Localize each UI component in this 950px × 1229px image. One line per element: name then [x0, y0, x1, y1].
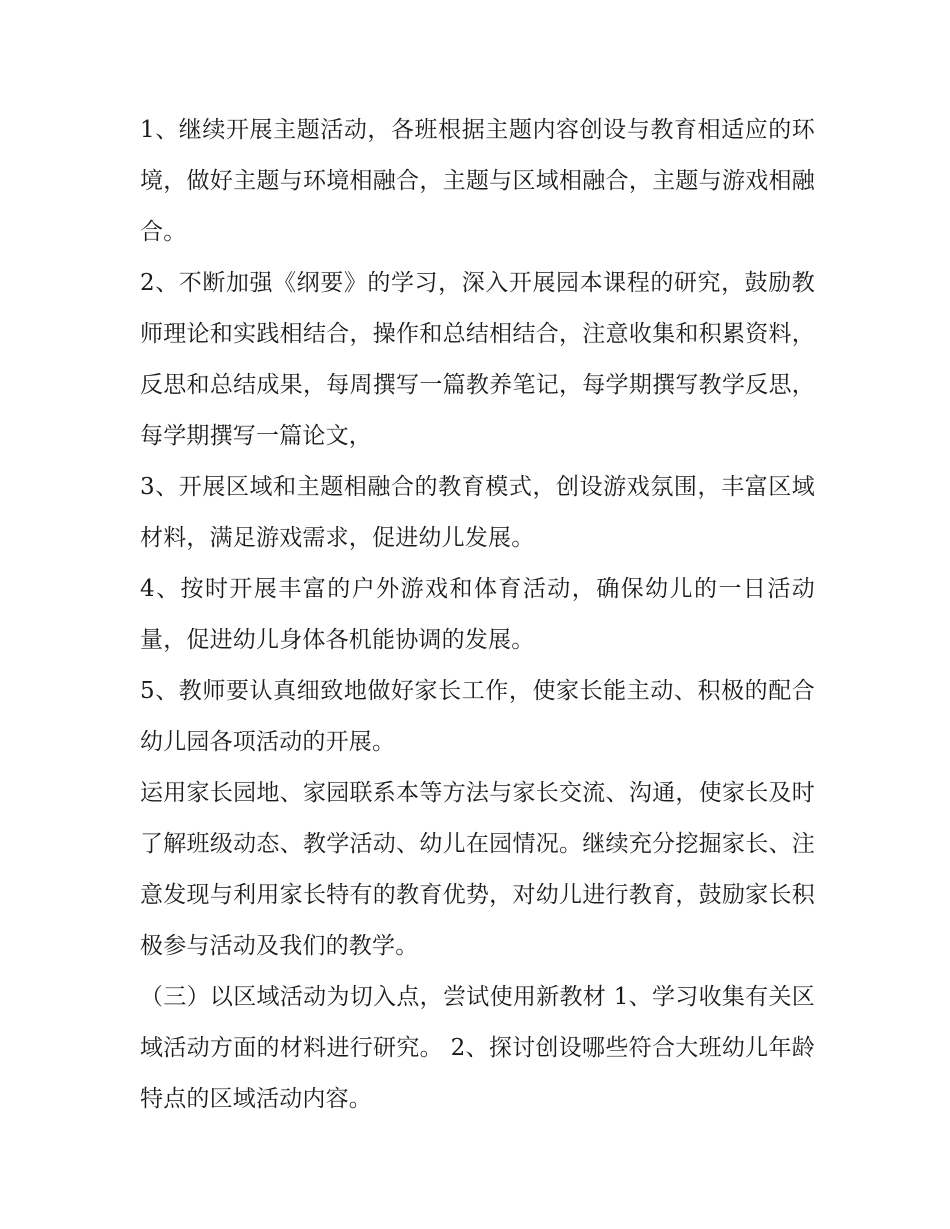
paragraph-section-three: （三）以区域活动为切入点，尝试使用新教材 1、学习收集有关区域活动方面的材料进行研究。 2、探讨创设哪些符合大班幼儿年龄特点的区域活动内容。 [140, 984, 815, 1112]
paragraph-item-1: 1、继续开展主题活动，各班根据主题内容创设与教育相适应的环境，做好主题与环境相融合，主题与区域相融合，主题与游戏相融合。 [140, 117, 815, 245]
paragraph-item-5: 5、教师要认真细致地做好家长工作，使家长能主动、积极的配合幼儿园各项活动的开展。 [140, 678, 815, 755]
paragraph-item-3: 3、开展区域和主题相融合的教育模式，创设游戏氛围，丰富区域材料，满足游戏需求，促进幼儿发展。 [140, 474, 815, 551]
paragraph-parent-communication: 运用家长园地、家园联系本等方法与家长交流、沟通，使家长及时了解班级动态、教学活动、幼儿在园情况。继续充分挖掘家长、注意发现与利用家长特有的教育优势，对幼儿进行教育，鼓励家长积极参与活动及我们的教学。 [140, 780, 815, 959]
paragraph-item-2: 2、不断加强《纲要》的学习，深入开展园本课程的研究，鼓励教师理论和实践相结合，操作和总结相结合，注意收集和积累资料，反思和总结成果，每周撰写一篇教养笔记，每学期撰写教学反思，每学期撰写一篇论文， [140, 270, 815, 449]
paragraph-item-4: 4、按时开展丰富的户外游戏和体育活动，确保幼儿的一日活动量，促进幼儿身体各机能协调的发展。 [140, 576, 815, 653]
document-body [140, 105, 815, 1125]
